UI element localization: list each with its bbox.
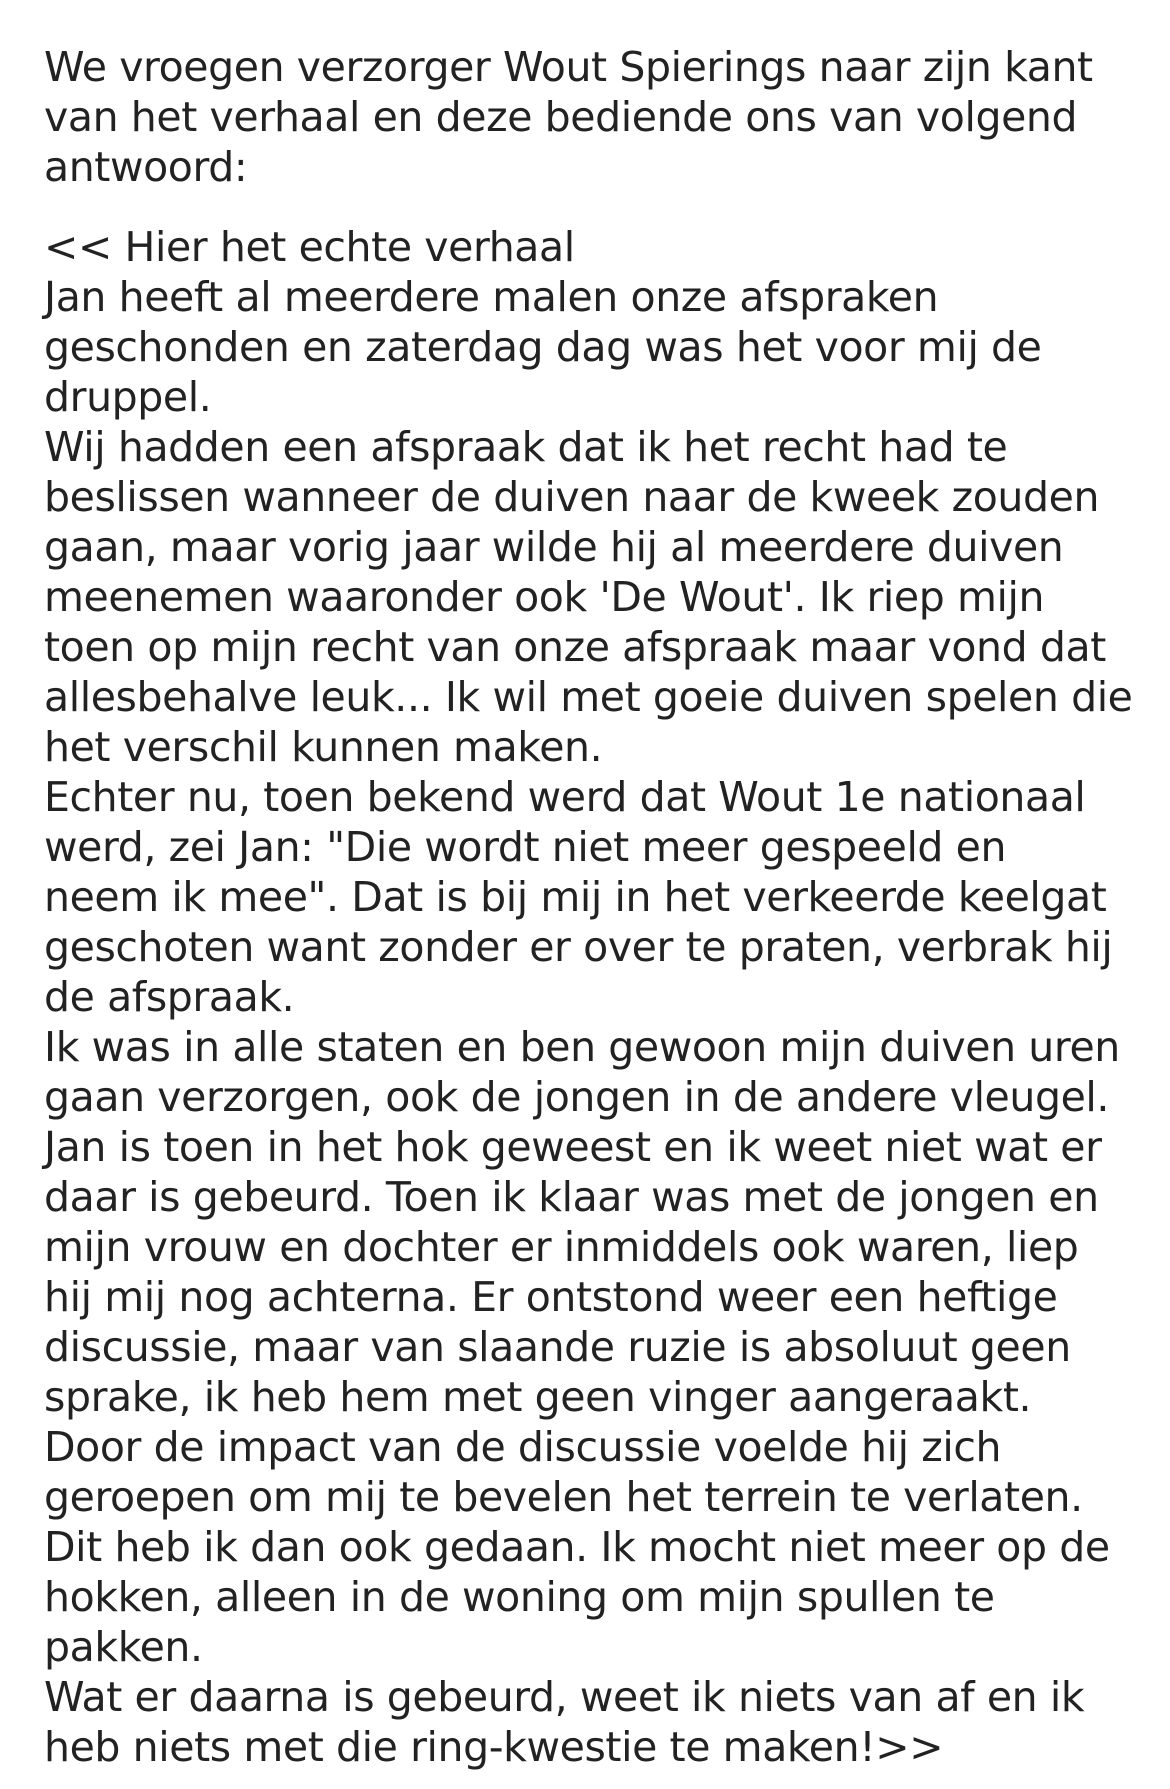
text-line: Echter nu, toen bekend werd dat Wout 1e nationaal [44, 773, 1086, 821]
text-line: gaan, maar vorig jaar wilde hij al meerdere duiven [44, 523, 1064, 571]
text-line: Jan heeft al meerdere malen onze afspraken [44, 273, 939, 321]
text-line: Wij hadden een afspraak dat ik het recht had te [44, 423, 1008, 471]
text-line: discussie, maar van slaande ruzie is absoluut geen [44, 1323, 1071, 1371]
text-line: het verschil kunnen maken. [44, 723, 603, 771]
quoted-statement [44, 222, 1140, 1772]
text-line: neem ik mee". Dat is bij mij in het verkeerde keelgat [44, 873, 1107, 921]
text-line: druppel. [44, 373, 212, 421]
text-line: beslissen wanneer de duiven naar de kweek zouden [44, 473, 1100, 521]
text-line: Dit heb ik dan ook gedaan. Ik mocht niet meer op de [44, 1523, 1110, 1571]
text-line: antwoord: [44, 143, 248, 191]
text-line: sprake, ik heb hem met geen vinger aangeraakt. [44, 1373, 1032, 1421]
text-line: geroepen om mij te bevelen het terrein te verlaten. [44, 1473, 1083, 1521]
text-line: van het verhaal en deze bediende ons van volgend [44, 93, 1078, 141]
text-line: meenemen waaronder ook 'De Wout'. Ik riep mijn [44, 573, 1045, 621]
text-line: Door de impact van de discussie voelde hij zich [44, 1423, 1002, 1471]
text-line: Wat er daarna is gebeurd, weet ik niets van af en ik [44, 1673, 1085, 1721]
text-line: pakken. [44, 1623, 203, 1671]
text-line: hij mij nog achterna. Er ontstond weer een heftige [44, 1273, 1058, 1321]
text-line: We vroegen verzorger Wout Spierings naar zijn kant [44, 43, 1093, 91]
text-line: daar is gebeurd. Toen ik klaar was met de jongen en [44, 1173, 1099, 1221]
text-line: werd, zei Jan: "Die wordt niet meer gespeeld en [44, 823, 1007, 871]
text-line: geschoten want zonder er over te praten, verbrak hij [44, 923, 1113, 971]
text-line: gaan verzorgen, ook de jongen in de andere vleugel. [44, 1073, 1110, 1121]
text-line: heb niets met die ring-kwestie te maken!>> [44, 1723, 944, 1771]
text-line: mijn vrouw en dochter er inmiddels ook waren, liep [44, 1223, 1079, 1271]
text-line: hokken, alleen in de woning om mijn spullen te [44, 1573, 995, 1621]
intro-paragraph [44, 42, 1140, 192]
text-line: geschonden en zaterdag dag was het voor mij de [44, 323, 1042, 371]
text-line: Ik was in alle staten en ben gewoon mijn duiven uren [44, 1023, 1120, 1071]
text-line: << Hier het echte verhaal [44, 223, 575, 271]
text-line: de afspraak. [44, 973, 295, 1021]
text-line: allesbehalve leuk... Ik wil met goeie duiven spelen die [44, 673, 1133, 721]
text-line: Jan is toen in het hok geweest en ik weet niet wat er [44, 1123, 1102, 1171]
text-line: toen op mijn recht van onze afspraak maar vond dat [44, 623, 1106, 671]
